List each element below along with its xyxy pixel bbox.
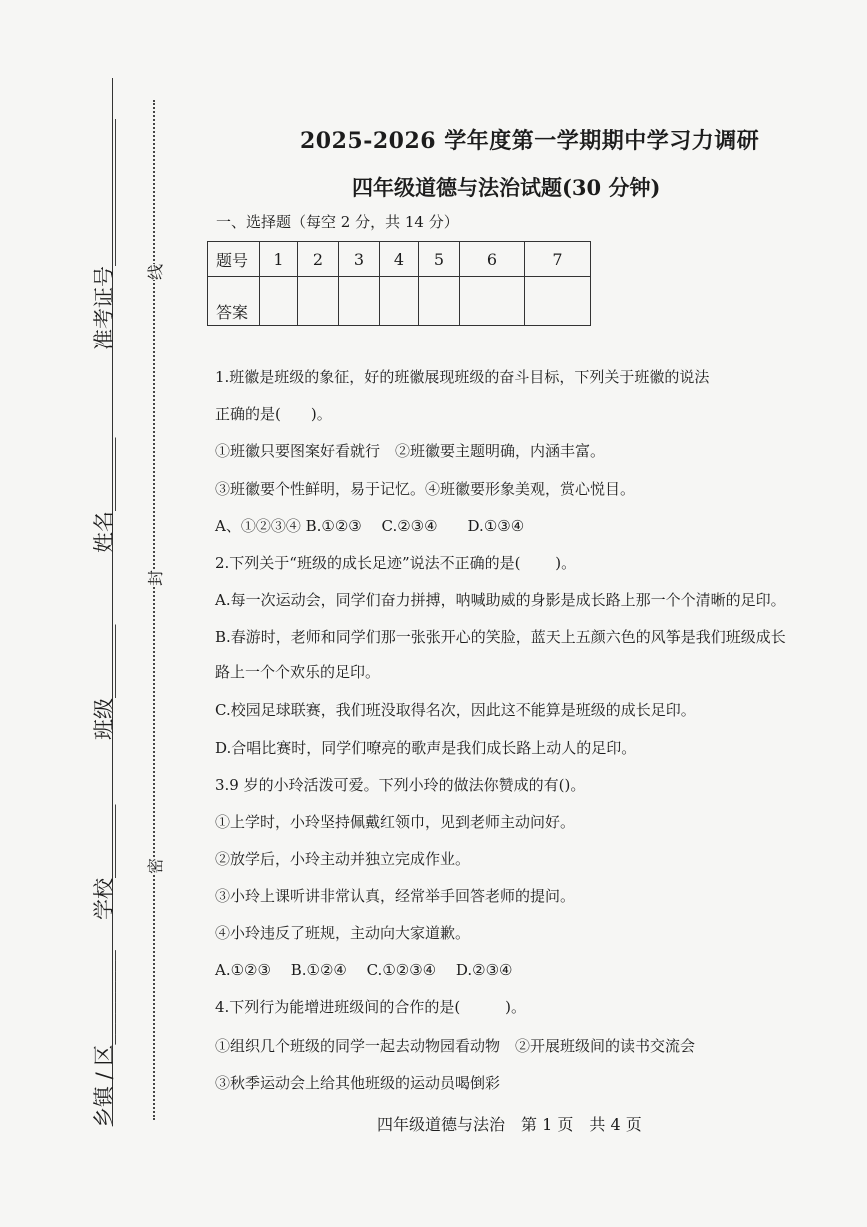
- answer-cell[interactable]: [460, 277, 525, 326]
- town-field: 乡镇 / 区_________: [92, 950, 116, 1128]
- question-3-statement: ①上学时，小玲坚持佩戴红领巾，见到老师主动问好。: [215, 813, 576, 831]
- question-2-option-c: C.校园足球联赛，我们班没取得名次，因此这不能算是班级的成长足印。: [215, 701, 696, 719]
- answer-cell[interactable]: [380, 277, 419, 326]
- question-4-statements: ①组织几个班级的同学一起去动物园看动物 ②开展班级间的读书交流会: [215, 1037, 696, 1055]
- class-field: 班级_______: [92, 624, 116, 740]
- name-field: 姓名_______: [92, 437, 116, 553]
- row-label-answer: 答案: [208, 277, 260, 326]
- cut-mark-seal: 封: [141, 570, 168, 586]
- question-3-options: A.①②③ B.①②④ C.①②③④ D.②③④: [215, 961, 513, 979]
- question-number-cell: 2: [298, 242, 339, 277]
- question-number-cell: 5: [419, 242, 460, 277]
- answer-cell[interactable]: [260, 277, 298, 326]
- page-footer: 四年级道德与法治 第 1 页 共 4 页: [377, 1115, 642, 1134]
- question-number-cell: 7: [525, 242, 591, 277]
- question-1-options: A、①②③④ B.①②③ C.②③④ D.①③④: [215, 517, 525, 535]
- question-number-cell: 4: [380, 242, 419, 277]
- question-1-stem-cont: 正确的是( )。: [215, 405, 332, 423]
- question-4-stem: 4.下列行为能增进班级间的合作的是( )。: [215, 998, 527, 1016]
- question-3-statement: ④小玲违反了班规，主动向大家道歉。: [215, 924, 471, 942]
- section-heading: 一、选择题（每空 2 分，共 14 分）: [216, 213, 459, 231]
- question-number-cell: 6: [460, 242, 525, 277]
- row-label-number: 题号: [208, 242, 260, 277]
- question-3-statement: ②放学后，小玲主动并独立完成作业。: [215, 850, 471, 868]
- question-3-stem: 3.9 岁的小玲活泼可爱。下列小玲的做法你赞成的有()。: [215, 776, 586, 794]
- question-number-row: [208, 242, 591, 277]
- cut-mark-line: 线: [141, 264, 168, 280]
- exam-subtitle: 四年级道德与法治试题(30 分钟): [352, 175, 661, 200]
- question-2-stem: 2.下列关于“班级的成长足迹”说法不正确的是( )。: [215, 554, 577, 572]
- answer-row: [208, 277, 591, 326]
- question-2-option-a: A.每一次运动会，同学们奋力拼搏，呐喊助威的身影是成长路上那一个个清晰的足印。: [215, 591, 786, 609]
- question-1-statements: ③班徽要个性鲜明，易于记忆。④班徽要形象美观，赏心悦目。: [215, 480, 636, 498]
- question-4-statements: ③秋季运动会上给其他班级的运动员喝倒彩: [215, 1074, 501, 1092]
- question-1-stem: 1.班徽是班级的象征，好的班徽展现班级的奋斗目标，下列关于班徽的说法: [215, 368, 710, 386]
- question-1-statements: ①班徽只要图案好看就行 ②班徽要主题明确，内涵丰富。: [215, 442, 606, 460]
- exam-title: 2025-2026 学年度第一学期期中学习力调研: [300, 128, 760, 154]
- exam-number-field: 准考证号______________: [92, 119, 116, 350]
- question-number-cell: 3: [339, 242, 380, 277]
- answer-cell[interactable]: [298, 277, 339, 326]
- question-2-option-b-cont: 路上一个个欢乐的足印。: [215, 663, 381, 681]
- question-2-option-d: D.合唱比赛时，同学们嘹亮的歌声是我们成长路上动人的足印。: [215, 739, 637, 757]
- school-field: 学校_______: [92, 804, 116, 920]
- answer-cell[interactable]: [339, 277, 380, 326]
- question-2-option-b: B.春游时，老师和同学们那一张张开心的笑脸，蓝天上五颜六色的风筝是我们班级成长: [215, 628, 786, 646]
- answer-cell[interactable]: [525, 277, 591, 326]
- answer-table: [207, 241, 591, 326]
- question-3-statement: ③小玲上课听讲非常认真，经常举手回答老师的提问。: [215, 887, 576, 905]
- question-number-cell: 1: [260, 242, 298, 277]
- cut-mark-close: 密: [141, 858, 168, 874]
- binding-dotted-line: [153, 100, 155, 1120]
- answer-cell[interactable]: [419, 277, 460, 326]
